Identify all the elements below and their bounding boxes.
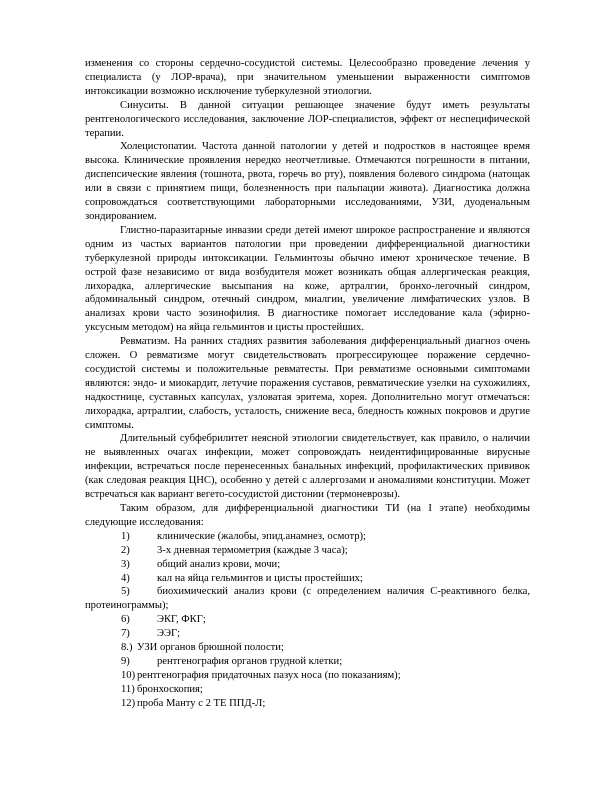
paragraph-rheumatism: Ревматизм. На ранних стадиях развития заболевания дифференциальный диагноз очень сложен. О ревматизме могут свидетельствовать прогрессирующее поражение сердечно-сосудистой системы и положительные ревматесты. При ревматизме основными симптомами являются: эндо- и миокардит, летучие поражения суставов, ревматические узелки на сухожилиях, надкостнице, суставных капсулах, узловатая эритема, хорея. Дополнительно могут отмечаться: лихорадка, артралгии, слабость, усталость, снижение веса, бледность кожных покровов и другие симптомы.: [85, 336, 530, 431]
list-item: [85, 572, 530, 586]
list-item: [85, 544, 530, 558]
list-item-number: 7): [121, 628, 130, 640]
paragraph-conclusion: Таким образом, для дифференциальной диагностики ТИ (на I этапе) необходимы следующие исследования:: [85, 503, 530, 528]
list-item: [85, 669, 530, 683]
list-item-text: биохимический анализ крови (с определением наличия С-реактивного белка, протеинограммы);: [85, 586, 530, 612]
list-item-number: 2): [121, 544, 130, 556]
list-item-text: кал на яйца гельминтов и цисты простейших;: [157, 572, 363, 584]
list-item-number: 6): [121, 614, 130, 626]
list-item: [85, 655, 530, 669]
list-item-text: проба Манту с 2 ТЕ ППД-Л;: [137, 697, 266, 709]
list-item-number: 4): [121, 572, 130, 584]
list-item-number: 11): [121, 683, 135, 695]
list-item-text: рентгенография придаточных пазух носа (по показаниям);: [137, 669, 401, 681]
list-item: [85, 585, 530, 613]
list-item-text: клинические (жалобы, эпид.анамнез, осмотр);: [157, 530, 366, 542]
document-page: [85, 57, 530, 711]
list-item-number: 3): [121, 558, 130, 570]
list-item: [85, 641, 530, 655]
investigations-list: [85, 530, 530, 711]
list-item-text: УЗИ органов брюшной полости;: [137, 642, 284, 654]
list-item-text: общий анализ крови, мочи;: [157, 558, 281, 570]
list-item-number: 5): [121, 586, 130, 598]
list-item-text: ЭКГ, ФКГ;: [157, 614, 206, 626]
list-item: [85, 613, 530, 627]
list-item-number: 8.): [121, 642, 133, 654]
list-item: [85, 697, 530, 711]
list-item-number: 9): [121, 655, 130, 667]
list-item-number: 10): [121, 669, 136, 681]
list-item: [85, 627, 530, 641]
paragraph-sinusitis: Синуситы. В данной ситуации решающее значение будут иметь результаты рентгенологического исследования, заключение ЛОР-специалистов, эффект от неспецифической терапии.: [85, 99, 530, 139]
list-item-number: 12): [121, 697, 136, 709]
list-item-text: рентгенография органов грудной клетки;: [157, 655, 343, 667]
list-item-text: бронхоскопия;: [137, 683, 203, 695]
list-item: [85, 558, 530, 572]
list-item: [85, 683, 530, 697]
paragraph-cardiovascular: изменения со стороны сердечно-сосудистой системы. Целесообразно проведение лечения у специалиста (у ЛОР-врача), при значительном уменьшении выраженности симптомов интоксикации возможно исключение туберкулезной этиологии.: [85, 58, 530, 97]
paragraph-cholecystopathy: Холецистопатии. Частота данной патологии у детей и подростков в настоящее время высока. Клинические проявления нередко неотчетливые. Отмечаются погрешности в питании, диспепсические явления (тошнота, рвота, горечь во рту), появления болевого синдрома (натощак или в связи с принятием пищи, болезненность при пальпации живота). Диагностика должна сопровождаться соответствующими лабораторными исследованиями, УЗИ, дуоденальным зондированием.: [85, 141, 530, 222]
list-item-number: 1): [121, 530, 130, 542]
paragraph-subfebrile: Длительный субфебрилитет неясной этиологии свидетельствует, как правило, о наличии не выявленных очагах инфекции, может сопровождать неидентифицированные вирусные инфекции, встречаться после перенесенных банальных инфекций, профилактических прививок (как следовая реакция ЦНС), особенно у детей с аллергозами и аномалиями конституции. Может встречаться как вариант вегето-сосудистой дистонии (термоневрозы).: [85, 433, 530, 501]
list-item-text: 3-х дневная термометрия (каждые 3 часа);: [157, 544, 348, 556]
paragraph-helminthiasis: Глистно-паразитарные инвазии среди детей имеют широкое распространение и являются одним из частых вариантов патологии при проведении дифференциальной диагностики туберкулезной природы интоксикации. Гельминтозы обычно имеют хроническое течение. В острой фазе независимо от вида возбудителя может возникать общая аллергическая реакция, лихорадка, аллергические высыпания на коже, артралгии, бронхо-легочный синдром, абдоминальный синдром, отечный синдром, миалгии, увеличение лимфатических узлов. В анализах крови часто эозинофилия. В диагностике помогает исследование кала (эфирно-уксусным методом) на яйца гельминтов и цисты простейших.: [85, 224, 530, 334]
list-item: [85, 530, 530, 544]
list-item-text: ЭЭГ;: [157, 628, 181, 640]
